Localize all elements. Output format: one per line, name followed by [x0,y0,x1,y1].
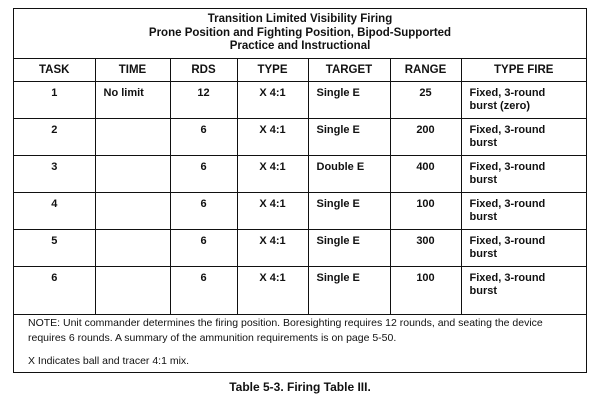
table-row [14,156,586,193]
row-type: X 4:1 [237,267,308,315]
row-rds: 6 [170,193,237,230]
table-row [14,82,586,119]
row-rds: 6 [170,230,237,267]
row-target: Single E [308,82,390,119]
row-type: X 4:1 [237,230,308,267]
note-text: NOTE: Unit commander determines the firing position. Boresighting requires 12 rounds, and seating the device requires 6 rounds. A summary of the ammunition requirements is on page 5-50. [28,317,543,344]
type-fire-line-1: Fixed, 3-round [469,124,546,136]
row-time [95,119,170,156]
header-type: TYPE [237,59,308,82]
type-fire-line-2: burst [469,137,497,149]
row-type-fire [461,82,586,119]
firing-table [14,59,586,315]
type-fire-line-2: burst [469,211,497,223]
type-fire-line-1: Fixed, 3-round [469,235,546,247]
type-fire-line-2: burst [469,174,497,186]
row-type-fire [461,193,586,230]
table-row [14,267,586,315]
row-target: Single E [308,267,390,315]
header-range: RANGE [390,59,461,82]
row-type-fire [461,230,586,267]
table-row [14,119,586,156]
note-paragraph [28,316,578,346]
legend-text: X Indicates ball and tracer 4:1 mix. [28,355,190,367]
row-target: Double E [308,156,390,193]
row-type: X 4:1 [237,156,308,193]
row-task: 4 [14,193,95,230]
header-target: TARGET [308,59,390,82]
row-range: 300 [390,230,461,267]
title-line-2: Prone Position and Fighting Position, Bipod-Supported [148,26,452,39]
type-fire-line-1: Fixed, 3-round [469,161,546,173]
row-range: 400 [390,156,461,193]
row-time [95,230,170,267]
row-task: 6 [14,267,95,315]
title-line-3: Practice and Instructional [229,40,371,52]
type-fire-line-1: Fixed, 3-round [469,198,546,210]
row-time: No limit [95,82,170,119]
row-time [95,267,170,315]
row-rds: 6 [170,267,237,315]
header-time: TIME [95,59,170,82]
row-time [95,156,170,193]
table-header-row [14,59,586,82]
table-row [14,230,586,267]
row-range: 25 [390,82,461,119]
table-row [14,193,586,230]
row-target: Single E [308,193,390,230]
type-fire-line-2: burst [469,285,497,297]
firing-table-frame [13,8,587,373]
row-type: X 4:1 [237,119,308,156]
header-task: TASK [14,59,95,82]
row-time [95,193,170,230]
type-fire-line-1: Fixed, 3-round [469,272,546,284]
type-fire-line-2: burst (zero) [469,100,530,112]
row-rds: 6 [170,156,237,193]
row-task: 3 [14,156,95,193]
row-task: 5 [14,230,95,267]
row-range: 100 [390,193,461,230]
title-line-1: Transition Limited Visibility Firing [207,13,393,25]
row-task: 1 [14,82,95,119]
row-range: 100 [390,267,461,315]
type-fire-line-1: Fixed, 3-round [469,87,546,99]
row-type: X 4:1 [237,82,308,119]
row-type: X 4:1 [237,193,308,230]
type-fire-line-2: burst [469,248,497,260]
row-rds: 12 [170,82,237,119]
table-caption: Table 5-3. Firing Table III. [229,380,371,394]
row-rds: 6 [170,119,237,156]
row-type-fire [461,267,586,315]
header-type-fire: TYPE FIRE [461,59,586,82]
row-task: 2 [14,119,95,156]
row-type-fire [461,119,586,156]
row-target: Single E [308,119,390,156]
row-target: Single E [308,230,390,267]
row-range: 200 [390,119,461,156]
table-title [14,9,586,59]
row-type-fire [461,156,586,193]
header-rds: RDS [170,59,237,82]
